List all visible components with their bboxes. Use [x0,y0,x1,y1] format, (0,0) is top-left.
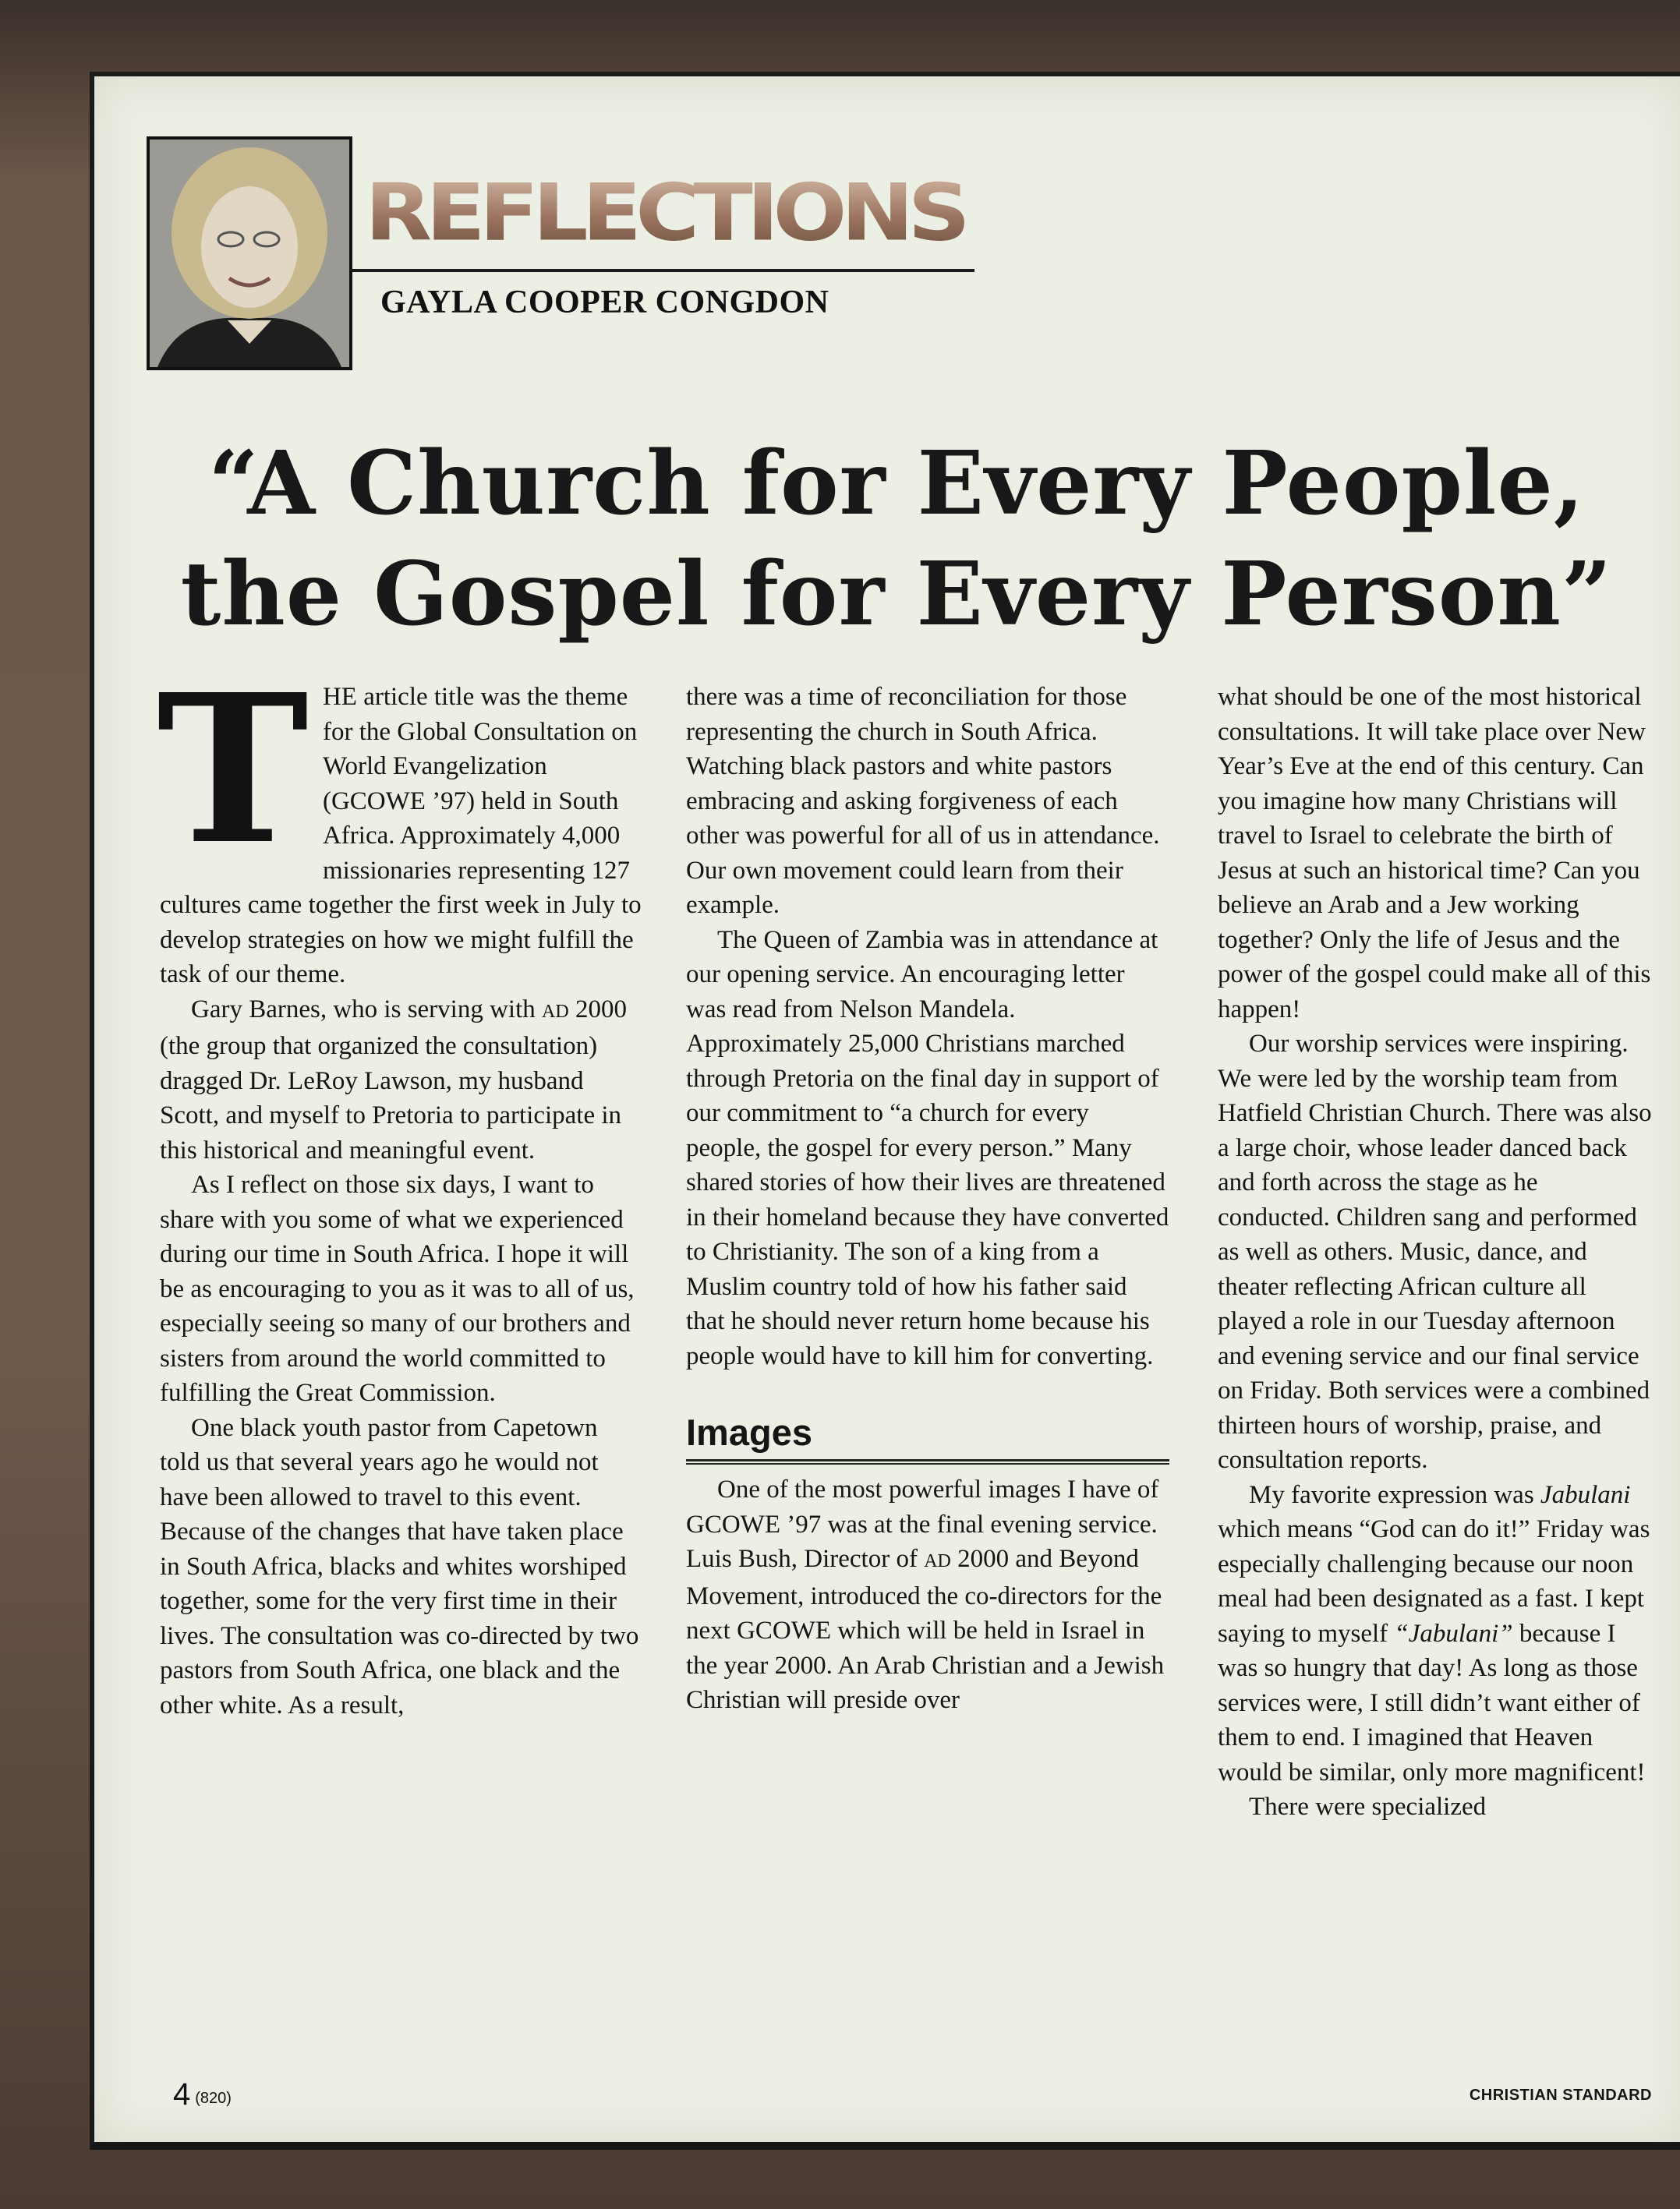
subhead-rule [686,1459,1169,1465]
paragraph: One black youth pastor from Capetown told us that several years ago he would not have been allowed to travel to this event. Because of the changes that have taken place in South Africa, blacks and whites worshiped together, some for the very first time in their lives. The consultation was co-directed by two pastors from South Africa, one black and the other white. As a result, [160,1413,639,1719]
paragraph: what should be one of the most historical consultations. It will take place over New Year’s Eve at the end of this century. Can you imagine how many Christians will travel to Israel to celebrate the birth of Jesus at such an historical time? Can you believe an Arab and a Jew working together? Only the life of Jesus and the power of the gospel could make all of this happen! [1218,683,1651,1023]
article-title-line-2: the Gospel for Every Person” [180,543,1613,645]
article-column-2 [686,680,1169,1718]
page-folio [173,2077,232,2112]
paragraph: THE article title was the theme for the Global Consultation on World Evangelization (GCOWE ’97) held in South Africa. Approximately 4,000 missionaries representing 127 cultures came together the first week in July to develop strategies on how we might fulfill the task of our theme. [157,649,642,988]
paragraph: Gary Barnes, who is serving with AD 2000 (the group that organized the consultation) dragged Dr. LeRoy Lawson, my husband Scott, and myself to Pretoria to participate in this historical and meaningful event. [160,995,627,1165]
page-sequence: (820) [195,2090,232,2107]
paragraph: As I reflect on those six days, I want to share with you some of what we experienced during our time in South Africa. I hope it will be as encouraging to you as it was to all of us, especially seeing so many of our brothers and sisters from around the world committed to fulfilling the Great Commission. [160,1171,635,1407]
author-byline: GAYLA COOPER CONGDON [380,285,829,320]
magazine-name: CHRISTIAN STANDARD [1469,2087,1652,2104]
author-portrait-image [150,140,349,367]
column-kicker: REFLECTIONS [365,173,973,254]
paragraph: there was a time of reconciliation for those representing the church in South Africa. Watching black pastors and white pastors embracing and asking forgiveness of each other was powerful for all of us in attendance. Our own movement could learn from their example. [686,683,1160,919]
article-title-line-1: “A Church for Every People, [208,433,1585,535]
article-column-1 [157,649,643,1723]
article-column-3 [1218,680,1654,1825]
paragraph: There were specialized [1249,1793,1487,1821]
paragraph: The Queen of Zambia was in attendance at our opening service. An encouraging letter was read from Nelson Mandela. Approximately 25,000 Christians marched through Pretoria on the final day in support of our commitment to “a church for every people, the gospel for every person.” Many shared stories of how their lives are threatened in their homeland because they have converted to Christianity. The son of a king from a Muslim country told of how his father said that he should never return home because his people would have to kill him for converting. [686,925,1169,1370]
section-subhead: Images [686,1412,812,1453]
author-photo [147,136,352,370]
kicker-rule [351,269,974,272]
drop-cap: T [157,649,309,889]
article-title [156,429,1637,650]
page-number: 4 [173,2077,191,2112]
paragraph: My favorite expression was Jabulani which means “God can do it!” Friday was especially challenging because our noon meal had been designated as a fast. I kept saying to myself “Jabulani” because I was so hungry that day! As long as those services were, I still didn’t want either of them to end. I imagined that Heaven would be similar, only more magnificent! [1218,1480,1650,1787]
paragraph: One of the most powerful images I have of GCOWE ’97 was at the final evening service. Luis Bush, Director of AD 2000 and Beyond Movement, introduced the co-directors for the next GCOWE which will be held in Israel in the year 2000. An Arab Christian and a Jewish Christian will preside over [686,1476,1165,1714]
paragraph: Our worship services were inspiring. We were led by the worship team from Hatfield Christian Church. There was also a large choir, whose leader danced back and forth across the stage as he conducted. Children sang and performed as well as others. Music, dance, and theater reflecting African culture all played a role in our Tuesday afternoon and evening service and our final service on Friday. Both services were a combined thirteen hours of worship, praise, and consultation reports. [1218,1030,1652,1474]
